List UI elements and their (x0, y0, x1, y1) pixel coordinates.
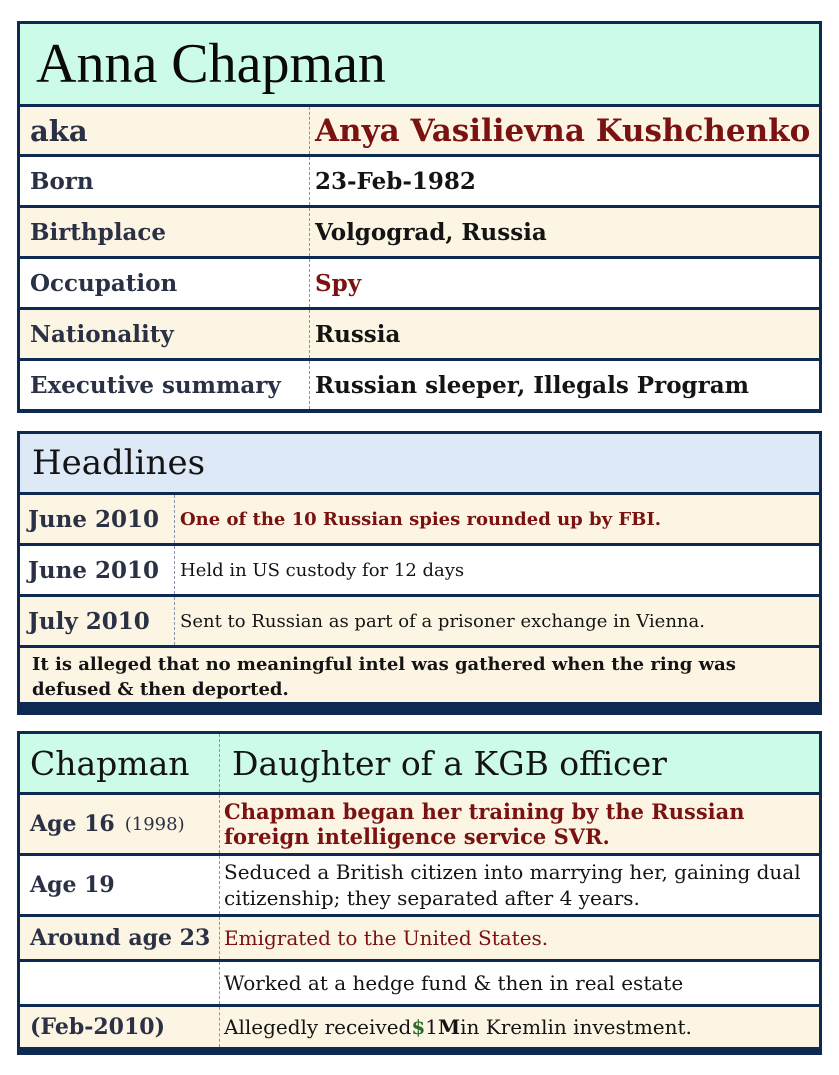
aka-label: aka (20, 107, 310, 154)
headlines-card (17, 431, 822, 715)
timeline-text: Emigrated to the United States. (224, 926, 549, 950)
executive-summary-label: Executive summary (20, 361, 310, 409)
headline-date: June 2010 (20, 495, 175, 543)
chapman-timeline-card (17, 731, 822, 1055)
timeline-age: Age 16 (30, 811, 115, 837)
nationality-row (20, 307, 819, 358)
profile-card (17, 21, 822, 413)
timeline-label: Around age 23 (20, 917, 220, 959)
timeline-row (20, 1004, 819, 1047)
timeline-year: (1998) (124, 813, 185, 835)
headline-row (20, 492, 819, 543)
timeline-text (220, 1007, 819, 1047)
aka-row (20, 104, 819, 154)
occupation-row (20, 256, 819, 307)
headline-date: June 2010 (20, 546, 175, 594)
nationality-label: Nationality (20, 310, 310, 358)
timeline-text-pre: Allegedly received (224, 1015, 412, 1039)
timeline-label (20, 795, 220, 853)
headline-row (20, 594, 819, 645)
timeline-text: Seduced a British citizen into marrying her, gaining dual citizenship; they separated after 4 years. (224, 860, 801, 910)
born-label: Born (20, 157, 310, 205)
born-value: 23-Feb-1982 (315, 167, 476, 195)
timeline-row (20, 853, 819, 914)
birthplace-label: Birthplace (20, 208, 310, 256)
timeline-row (20, 959, 819, 1004)
timeline-label (20, 962, 220, 1004)
headlines-title: Headlines (32, 443, 206, 483)
headlines-note-row (20, 645, 819, 702)
timeline-label: Age 19 (20, 856, 220, 914)
headline-text: One of the 10 Russian spies rounded up by FBI. (180, 508, 661, 530)
headline-text: Sent to Russian as part of a prisoner exchange in Vienna. (180, 610, 705, 632)
profile-title-row (20, 24, 819, 104)
headline-text: Held in US custody for 12 days (180, 559, 465, 581)
nationality-value: Russia (315, 320, 401, 348)
chapman-header (20, 734, 819, 792)
executive-summary-row (20, 358, 819, 409)
timeline-text: Worked at a hedge fund & then in real estate (224, 971, 684, 995)
aka-value: Anya Vasilievna Kushchenko (315, 112, 811, 149)
timeline-text: Chapman began her training by the Russian foreign intelligence service SVR. (224, 799, 745, 849)
timeline-row (20, 914, 819, 959)
birthplace-value: Volgograd, Russia (315, 218, 547, 246)
headlines-header (20, 434, 819, 492)
money-amount: 1 (425, 1015, 438, 1039)
chapman-header-right: Daughter of a KGB officer (232, 743, 667, 783)
money-symbol: $ (411, 1015, 426, 1039)
executive-summary-value: Russian sleeper, Illegals Program (315, 371, 749, 399)
timeline-text-post: in Kremlin investment. (460, 1015, 692, 1039)
profile-name: Anna Chapman (36, 33, 386, 95)
birthplace-row (20, 205, 819, 256)
money-unit: M (438, 1015, 461, 1039)
headline-row (20, 543, 819, 594)
headline-date: July 2010 (20, 597, 175, 645)
born-row (20, 154, 819, 205)
chapman-header-left: Chapman (20, 734, 220, 792)
occupation-label: Occupation (20, 259, 310, 307)
occupation-value: Spy (315, 269, 362, 297)
timeline-row (20, 792, 819, 853)
timeline-label: (Feb-2010) (20, 1007, 220, 1047)
headlines-note: It is alleged that no meaningful intel was gathered when the ring was defused & then deported. (32, 654, 736, 700)
